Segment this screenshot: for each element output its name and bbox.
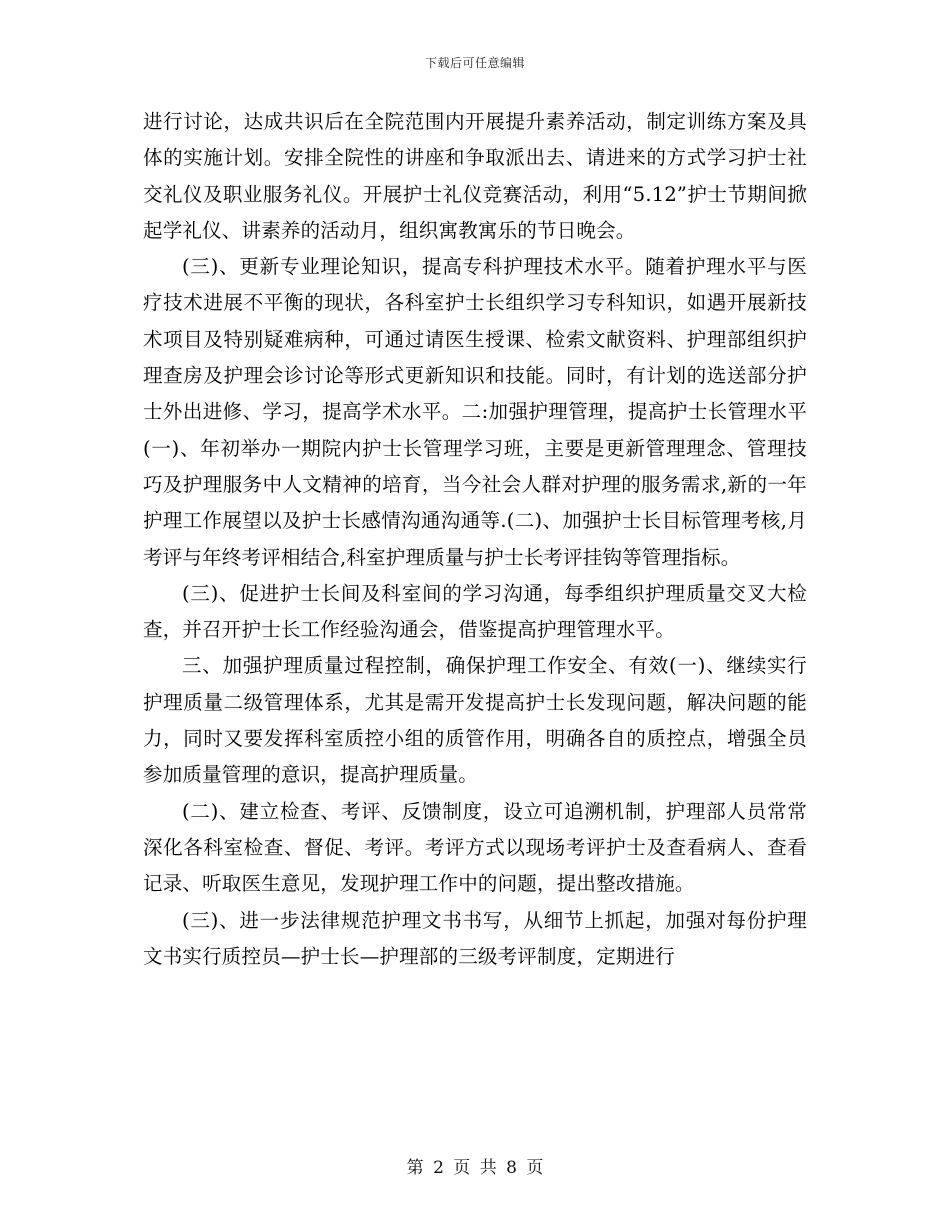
document-body [143, 104, 807, 975]
paragraph-continued: 进行讨论，达成共识后在全院范围内开展提升素养活动，制定训练方案及具体的实施计划。安排全院性的讲座和争取派出去、请进来的方式学习护士社交礼仪及职业服务礼仪。开展护士礼仪竞赛活动，利用“5.12”护士节期间掀起学礼仪、讲素养的活动月，组织寓教寓乐的节日晚会。 [143, 110, 807, 242]
paragraph-inspection-system: (二)、建立检查、考评、反馈制度，设立可追溯机制，护理部人员常常深化各科室检查、督促、考评。考评方式以现场考评护士及查看病人、查看记录、听取医生意见，发现护理工作中的问题，提出整改措施。 [143, 799, 807, 896]
page-number-footer: 第 2 页 共 8 页 [406, 1158, 544, 1178]
paragraph-quality-control: 三、加强护理质量过程控制，确保护理工作安全、有效(一)、继续实行护理质量二级管理体系，尤其是需开发提高护士长发现问题，解决问题的能力，同时又要发挥科室质控小组的质管作用，明确各自的质控点，增强全员参加质量管理的意识，提高护理质量。 [143, 654, 807, 787]
page-header: 下载后可任意编辑 [424, 56, 525, 70]
paragraph-professional-knowledge: (三)、更新专业理论知识，提高专科护理技术水平。随着护理水平与医疗技术进展不平衡的现状，各科室护士长组织学习专科知识，如遇开展新技术项目及特别疑难病种，可通过请医生授课、检索文献资料、护理部组织护理查房及护理会诊讨论等形式更新知识和技能。同时，有计划的选送部分护士外出进修、学习，提高学术水平。二:加强护理管理，提高护士长管理水平(一)、年初举办一期院内护士长管理学习班，主要是更新管理理念、管理技巧及护理服务中人文精神的培育，当今社会人群对护理的服务需求,新的一年护理工作展望以及护士长感情沟通沟通等.(二)、加强护士长目标管理考核,月考评与年终考评相结合,科室护理质量与护士长考评挂钩等管理指标。 [143, 255, 807, 569]
paragraph-head-nurse-exchange: (三)、促进护士长间及科室间的学习沟通，每季组织护理质量交叉大检查，并召开护士长工作经验沟通会，借鉴提高护理管理水平。 [143, 581, 807, 642]
paragraph-nursing-documents: (三)、进一步法律规范护理文书书写，从细节上抓起，加强对每份护理文书实行质控员—护士长—护理部的三级考评制度，定期进行 [143, 908, 807, 968]
